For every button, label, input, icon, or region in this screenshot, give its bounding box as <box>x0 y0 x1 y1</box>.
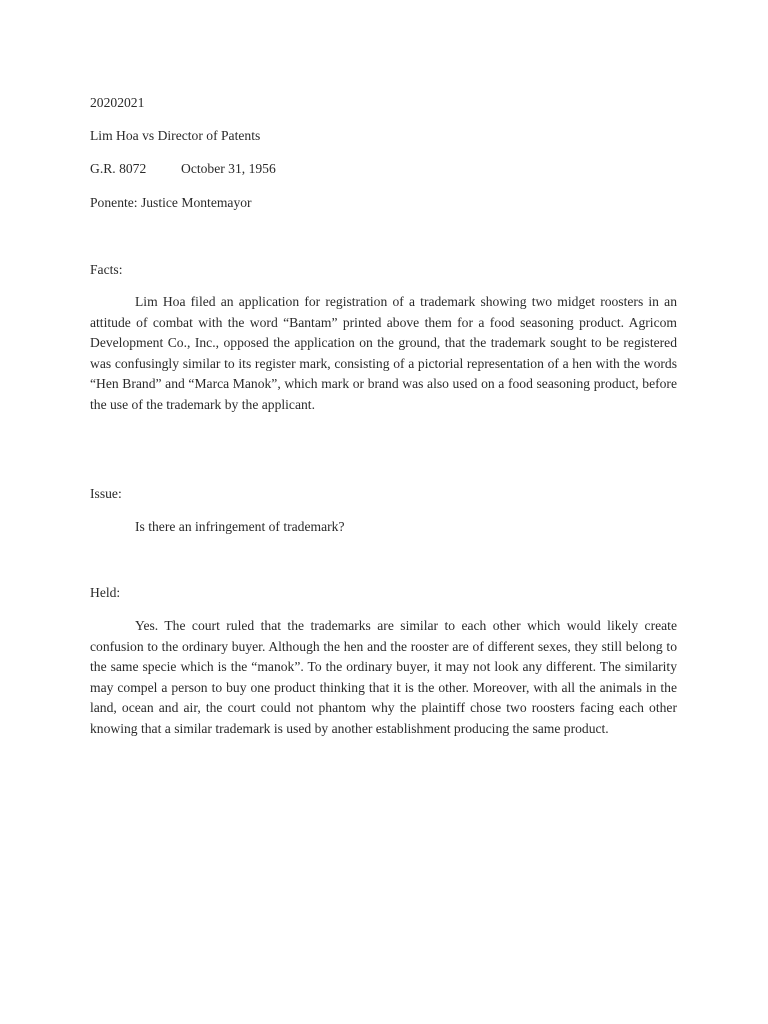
held-paragraph: Yes. The court ruled that the trademarks are similar to each other which would likely create confusion to the ordinary buyer. Although the hen and the rooster are of different sexes, they still belong to the same specie which is the “manok”. To the ordinary buyer, it may not look any different. The similarity may compel a person to buy one product thinking that it is the other. Moreover, with all the animals in the land, ocean and air, the court could not phantom why the plaintiff chose two roosters facing each other knowing that a similar trademark is used by another establishment producing the same product. <box>90 618 677 736</box>
facts-heading: Facts: <box>90 262 123 277</box>
held-heading: Held: <box>90 585 121 600</box>
ponente: Ponente: Justice Montemayor <box>90 195 252 210</box>
date-code: 20202021 <box>90 95 145 110</box>
facts-paragraph: Lim Hoa filed an application for registration of a trademark showing two midget roosters in an attitude of combat with the word “Bantam” printed above them for a food seasoning product. Agricom Development Co., Inc., opposed the application on the ground, that the trademark sought to be registered was confusingly similar to its register mark, consisting of a pictorial representation of a hen with the words “Hen Brand” and “Marca Manok”, which mark or brand was also used on a food seasoning product, before the use of the trademark by the applicant. <box>90 294 677 412</box>
issue-paragraph: Is there an infringement of trademark? <box>135 519 345 534</box>
decision-date: October 31, 1956 <box>181 161 276 176</box>
gr-number: G.R. 8072 <box>90 161 147 176</box>
case-title: Lim Hoa vs Director of Patents <box>90 128 261 143</box>
issue-heading: Issue: <box>90 486 122 501</box>
